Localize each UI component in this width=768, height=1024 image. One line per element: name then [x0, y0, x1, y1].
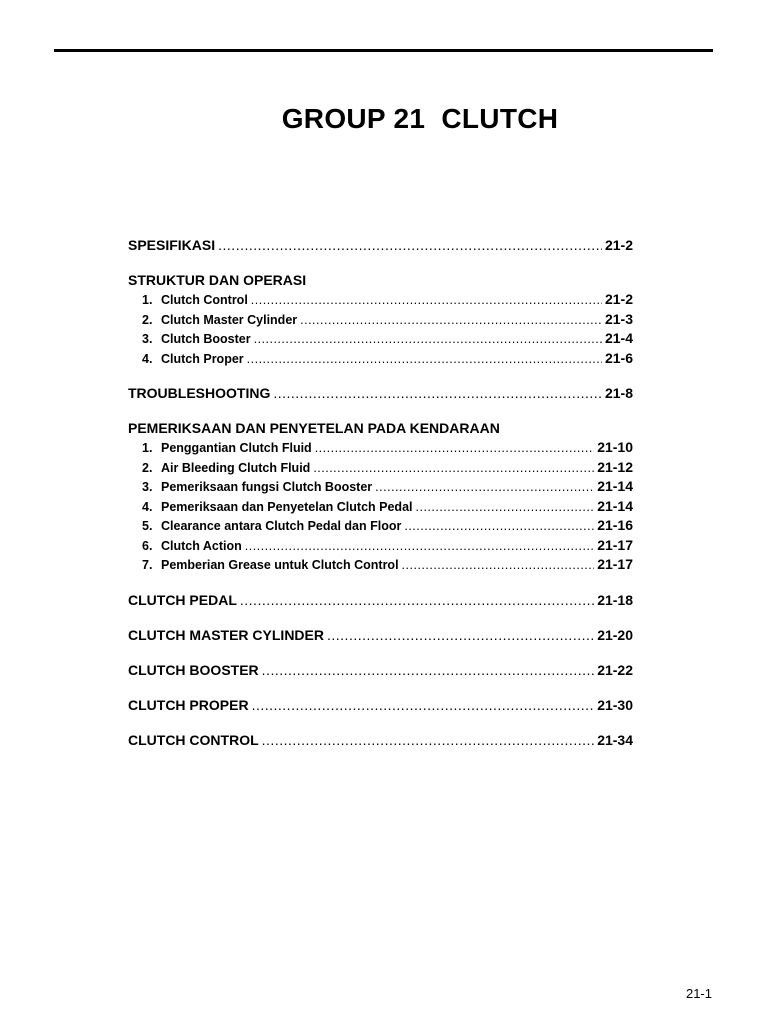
toc-entry[interactable] — [128, 236, 633, 255]
toc-subentry[interactable] — [128, 349, 633, 369]
toc-subentry-number: 1. — [142, 441, 153, 455]
toc-entry-page: 21-2 — [604, 237, 633, 253]
toc-entry-label: SPESIFIKASI — [128, 237, 216, 253]
toc-subentry-page: 21-14 — [597, 497, 633, 514]
toc-entry-label: CLUTCH CONTROL — [128, 731, 259, 748]
toc-entry[interactable] — [128, 731, 633, 750]
toc-leader — [327, 626, 594, 645]
toc-entry-label: CLUTCH PEDAL — [128, 591, 237, 608]
toc-leader — [313, 459, 594, 479]
toc-subentry-label: Clutch Proper — [161, 351, 244, 366]
toc-section-spesifikasi — [128, 236, 633, 255]
toc-entry-page: 21-30 — [597, 696, 633, 713]
toc-leader — [315, 439, 594, 459]
toc-entry-page: 21-22 — [597, 661, 633, 678]
toc-subentry-label: Clearance antara Clutch Pedal dan Floor — [161, 519, 402, 533]
toc-subentry-number: 2. — [142, 460, 153, 475]
toc-leader — [300, 311, 602, 331]
toc-subentry-number: 6. — [142, 538, 153, 553]
toc-section-troubleshooting — [128, 384, 633, 403]
toc-leader — [375, 478, 594, 498]
toc-leader — [245, 537, 594, 557]
toc-subentry[interactable] — [128, 329, 633, 349]
toc-leader — [262, 731, 595, 750]
toc-subentry-label: Clutch Control — [161, 293, 248, 307]
toc-entry[interactable] — [128, 661, 633, 680]
toc-entry[interactable] — [128, 626, 633, 645]
toc-section-clutch-proper — [128, 696, 633, 715]
toc-leader — [262, 661, 595, 680]
toc-section-pemeriksaan — [128, 419, 633, 575]
toc-subentry-page: 21-2 — [604, 291, 633, 307]
toc-subentry-page: 21-3 — [604, 310, 633, 327]
toc-subentry-page: 21-17 — [597, 556, 633, 572]
toc-section-struktur — [128, 271, 633, 368]
toc-entry-page: 21-20 — [597, 626, 633, 643]
toc-subentry-label: Pemeriksaan dan Penyetelan Clutch Pedal — [161, 499, 413, 514]
toc-subentry-label: Pemeriksaan fungsi Clutch Booster — [161, 480, 373, 494]
toc-entry-label: CLUTCH BOOSTER — [128, 661, 259, 678]
toc-subentry[interactable] — [128, 290, 633, 310]
toc-section-clutch-control — [128, 731, 633, 750]
toc-entry-page: 21-8 — [604, 385, 633, 401]
toc-subentry-number: 7. — [142, 558, 153, 572]
toc-subentry-label: Penggantian Clutch Fluid — [161, 441, 312, 455]
toc-subentry-label: Clutch Booster — [161, 332, 251, 346]
footer-page-number: 21-1 — [685, 986, 712, 1001]
toc-subentry[interactable] — [128, 536, 633, 556]
toc-subentry-label: Clutch Action — [161, 538, 242, 553]
toc-subentry-number: 4. — [142, 351, 153, 366]
toc-subentry-number: 3. — [142, 332, 153, 346]
toc-subentry-page: 21-6 — [604, 349, 633, 366]
toc-subentry-page: 21-10 — [597, 439, 633, 455]
toc-section-clutch-pedal — [128, 591, 633, 610]
toc-leader — [240, 591, 594, 610]
toc-entry[interactable] — [128, 384, 633, 403]
toc-entry-label: TROUBLESHOOTING — [128, 385, 271, 401]
toc-leader — [247, 350, 602, 370]
toc-section-heading: STRUKTUR DAN OPERASI — [128, 272, 307, 288]
toc-subentry-label: Air Bleeding Clutch Fluid — [161, 460, 311, 475]
toc-entry-page: 21-34 — [597, 731, 633, 748]
table-of-contents — [128, 236, 633, 750]
toc-subentry-number: 3. — [142, 480, 153, 494]
toc-section-heading: PEMERIKSAAN DAN PENYETELAN PADA KENDARAAN — [128, 420, 500, 436]
top-rule — [54, 49, 713, 52]
toc-section-clutch-booster — [128, 661, 633, 680]
toc-subentry[interactable] — [128, 516, 633, 536]
toc-leader — [404, 517, 594, 537]
toc-subentry-page: 21-16 — [597, 517, 633, 533]
toc-subentry-label: Clutch Master Cylinder — [161, 312, 298, 327]
toc-leader — [254, 330, 602, 350]
toc-subentry-page: 21-12 — [597, 458, 633, 475]
toc-leader — [273, 384, 602, 403]
toc-subentry-label: Pemberian Grease untuk Clutch Control — [161, 558, 399, 572]
toc-leader — [416, 498, 595, 518]
toc-subentry-number: 5. — [142, 519, 153, 533]
toc-leader — [218, 236, 602, 255]
toc-entry-page: 21-18 — [597, 591, 633, 608]
toc-subentry[interactable] — [128, 477, 633, 497]
page-title: GROUP 21 CLUTCH — [281, 103, 559, 134]
toc-entry[interactable] — [128, 696, 633, 715]
toc-leader — [251, 291, 602, 311]
toc-subentry[interactable] — [128, 310, 633, 330]
toc-entry-label: CLUTCH MASTER CYLINDER — [128, 626, 324, 643]
toc-entry-label: CLUTCH PROPER — [128, 696, 249, 713]
toc-section-clutch-master-cylinder — [128, 626, 633, 645]
toc-leader — [252, 696, 595, 715]
toc-leader — [402, 556, 595, 576]
toc-subentry[interactable] — [128, 458, 633, 478]
toc-subentry-number: 1. — [142, 293, 153, 307]
toc-subentry-page: 21-14 — [597, 478, 633, 494]
toc-entry[interactable] — [128, 591, 633, 610]
toc-subentry-number: 2. — [142, 312, 153, 327]
toc-subentry-page: 21-4 — [604, 330, 633, 346]
toc-subentry[interactable] — [128, 438, 633, 458]
toc-subentry-number: 4. — [142, 499, 153, 514]
toc-subentry[interactable] — [128, 555, 633, 575]
toc-subentry-page: 21-17 — [597, 536, 633, 553]
toc-subentry[interactable] — [128, 497, 633, 517]
